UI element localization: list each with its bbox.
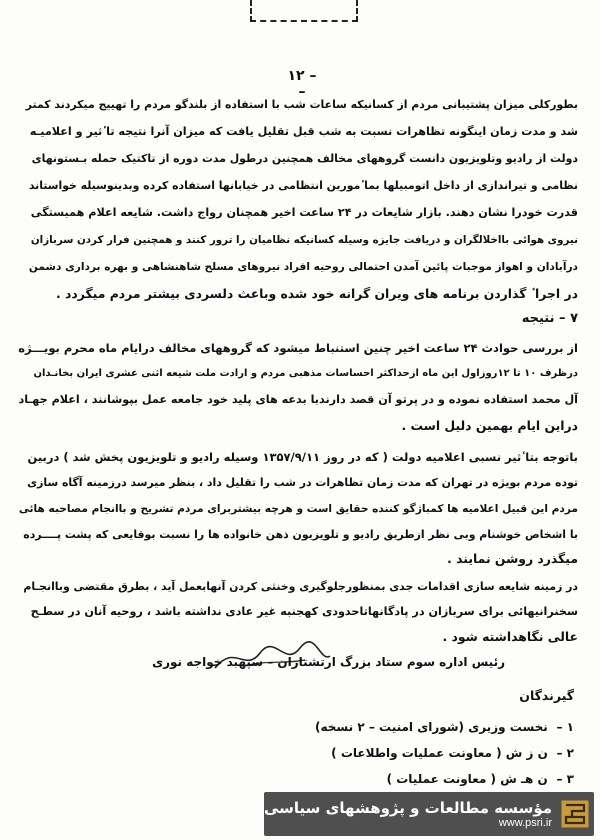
watermark-text [264,799,552,829]
watermark-name: مؤسسه مطالعات و پژوهشهای سیاسی [264,799,553,817]
body-line: نیروی هوائی بااخلالگران و دریافت جایزه وسیله کسانیکه نظامیان را ترور کنند و همچنین فرار کردن سربازان [30,234,578,246]
publisher-watermark [264,792,594,836]
body-line: دولت از رادیو وتلویزیون دانست گروههای مخالف همچنین درطول مدت دوره از تاکتیک حمله بـستونهای [31,152,578,165]
recipients-title: گیرندگان [519,688,574,703]
body-line: قدرت خودرا نشان دهند. بازار شایعات در ۲۴ ساعت اخیر همچنان رواج داشت. شایعه اعلام همبستگی [30,206,578,219]
paragraph-line: توده مردم بویژه در تهران که مدت زمان تظاهرات در شب را تقلیل داد ، بنظر میرسد درزمینه آگاه سازی [27,476,578,489]
signature-line: رئیس اداره سوم ستاد بزرگ ارتشتاران – سپهبد خواجه نوری [152,655,505,669]
conclusion-line: درظرف ۱۰ تا ۱۲روزاول این ماه ازحداکثر احساسات مذهبی مردم و ارادت ملت شیعه اثنی عشری ایران بخانـدان [33,368,578,379]
body-line: در اجرا ٔ گذاردن برنامه های ویران گرانه خود شده وباعث دلسردی بیشتر مردم میگردد . [56,286,578,301]
recipient-text: ن ز ش ( معاونت عملیات واطلاعات ) [331,746,548,760]
recipient-number: ۲ – [556,746,574,760]
recipient-number: ۱ – [556,720,574,734]
recipient-item [331,746,574,760]
recipient-number: ۳ – [556,772,574,786]
body-line: بطورکلی میزان پشتیبانی مردم از کسانیکه ساعات شب با استفاده از بلندگو مردم را تهییج میکردند کمتر [25,98,578,111]
body-line: شد و مدت زمان اینگونه تظاهرات نسبت به شب قبل تقلیل یافت که میزان آنرا نتیجه تا ٔثیر و اعلامیـه [29,125,578,138]
recipient-text: ن هـ ش ( معاونت عملیات ) [386,772,548,786]
paragraph-line: عالی نگاهداشته شود . [442,629,578,644]
body-line: نظامی و تیراندازی از داخل اتومبیلها بما ٔمورین انتظامی در خیابانها استفاده کرده وبدینوسیله خواستاند [28,179,578,192]
page-number: – ۱۲ – [287,68,317,100]
paragraph-line: میگذرد روشن نمایند . [447,551,578,566]
section-heading: ۷ – نتیجه [521,311,578,326]
recipient-text: نخست وزیری (شورای امنیت – ۲ نسخه) [315,720,548,734]
recipient-item [387,772,574,786]
watermark-url: www.psri.ir [498,817,553,829]
recipient-item [315,720,574,734]
conclusion-line: از بررسی حوادث ۲۴ ساعت اخیر چنین استنباط میشود که گروههای مخالف درایام ماه محرم بویـــژه [18,341,578,355]
conclusion-line: آل محمد استفاده نموده و در پرتو آن قصد دارندبا بدعه های پلید خود جامعه عمل بپوشانند ، اعلام جهـاد [18,393,578,406]
paragraph-line: سخنرانیهائی برای سربازان در پادگانهاتاحدودی کهجنبه غیر عادی نداشته باشد ، روحیه آنان در سطـح [30,605,578,618]
paragraph-line: مردم این قبیل اعلامیه ها کمباژگو کننده حقایق است و هرچه بیشتربرای مردم تشریح و باانجام مصاحبه هائی [18,503,578,515]
paragraph-line: با اشخاص خوشنام وبی نظر ازطریق رادیو و تلویزیون ذهن خانواده ها را نسبت بوقایعی که پشت پــــرده [23,528,578,541]
institute-logo-icon [560,794,590,834]
conclusion-line: دراین ایام بهمین دلیل است . [401,418,578,433]
body-line: درآبادان و اهواز موجبات پائین آمدن احتمالی روحیه افراد نیروهای مسلح شاهنشاهی و بهره برداری دشمن [28,261,578,273]
paragraph-line: در زمینه شایعه سازی اقدامات جدی بمنظورجلوگیری وخنثی کردن آنهابعمل آید ، بطرق مقتضی وباانجـام [23,580,578,593]
paragraph-line: باتوجه بتا ٔثیر نسبی اعلامیه دولت ( که در روز ۱۳۵۷/۹/۱۱ وسیله رادیو و تلویزیون پخش شد ) دربین [27,450,578,464]
classification-stamp [250,0,358,22]
